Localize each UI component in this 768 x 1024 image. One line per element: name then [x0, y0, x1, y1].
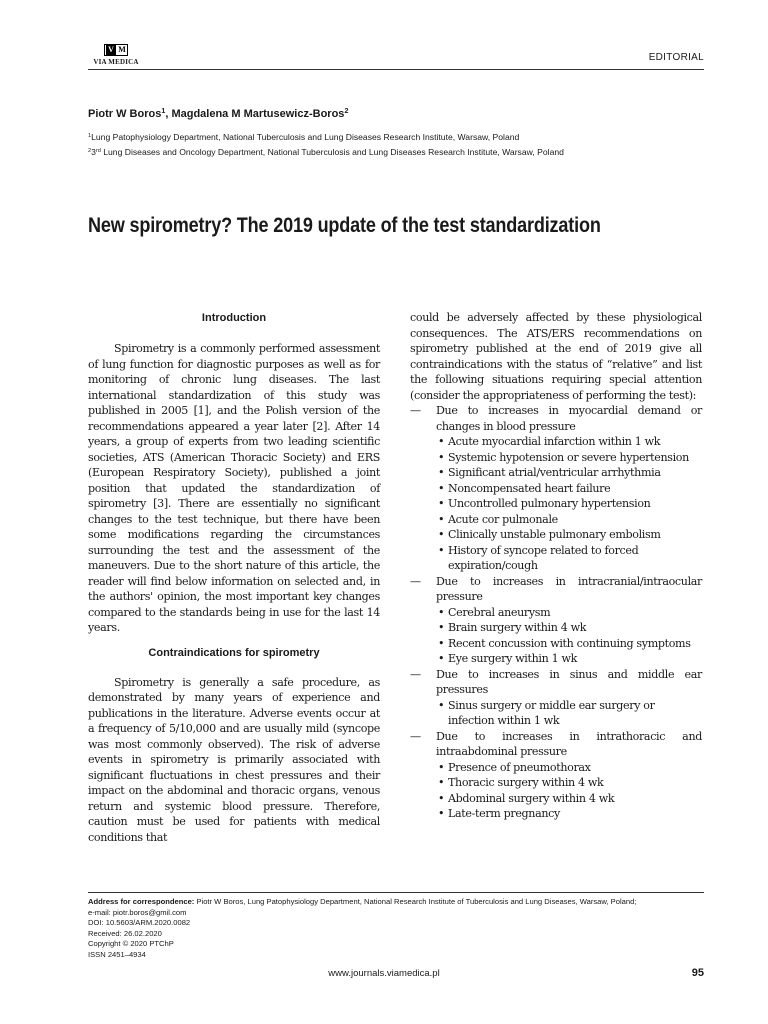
contraindication-item-text: Abdominal surgery within 4 wk [448, 791, 615, 805]
affiliation-text: Lung Patophysiology Department, National Tuberculosis and Lung Diseases Research Institute, Warsaw, Poland [91, 132, 520, 142]
contraindication-item [410, 806, 702, 822]
bullet-marker: • [438, 791, 445, 805]
author-name: Piotr W Boros [88, 108, 162, 120]
contraindication-item-text: Thoracic surgery within 4 wk [448, 776, 604, 789]
article-title: New spirometry? The 2019 update of the test standardization [88, 214, 601, 237]
bullet-marker: • [438, 497, 445, 510]
author-list [88, 108, 348, 120]
via-medica-logo [90, 44, 140, 68]
bullet-marker: • [438, 543, 445, 557]
ordinal-number: 3 [91, 147, 96, 157]
contraindication-item [410, 698, 702, 729]
bullet-marker: • [438, 698, 445, 712]
contraindication-item [410, 450, 702, 466]
affiliation-sup: 1 [88, 132, 92, 139]
contraindication-item [410, 636, 702, 652]
contraindication-item [410, 465, 702, 481]
em-dash-marker: — [410, 667, 421, 681]
correspondence-label: Address for correspondence: [88, 897, 195, 906]
affiliation-text: Lung Diseases and Oncology Department, National Tuberculosis and Lung Diseases Research Institute, Warsaw, Poland [100, 147, 564, 157]
section-heading-contraindications: Contraindications for spirometry [148, 646, 320, 659]
contraindication-items [410, 698, 702, 729]
copyright: Copyright © 2020 PTChP [88, 939, 174, 949]
contraindication-list [410, 403, 702, 822]
affiliation-line [88, 130, 564, 145]
page-number: 95 [691, 967, 704, 979]
contraindication-item-text: Cerebral aneurysm [448, 605, 551, 619]
contraindication-item [410, 651, 702, 667]
logo-mark-v: V [106, 45, 116, 55]
affiliation-line [88, 145, 564, 160]
bullet-marker: • [438, 605, 445, 619]
contraindication-group [410, 729, 702, 760]
contraindication-item-text: Brain surgery within 4 wk [448, 621, 587, 634]
contraindication-item [410, 527, 702, 543]
contraindications-paragraph: Spirometry is generally a safe procedure, as demonstrated by many years of experience and publications in the literature. Adverse events occur at a frequency of 5/10,000 and are usually mild (syncope was most commonly observed). The risk of adverse events in spirometry is primarily associated with significant fluctuations in chest pressures and their impact on the abdominal and thoracic organs, venous return and systemic blood pressure. Therefore, caution must be used for patients with medical conditions that [88, 675, 380, 844]
section-label: EDITORIAL [648, 52, 704, 63]
em-dash-marker: — [410, 404, 421, 417]
left-column [88, 310, 380, 845]
contraindication-item-text: Systemic hypotension or severe hypertension [448, 450, 689, 464]
correspondence-text: Piotr W Boros, Lung Patophysiology Department, National Research Institute of Tuberculosis and Lung Diseases, Warsaw, Poland; [194, 897, 637, 906]
contraindication-item-text: Acute myocardial infarction within 1 wk [448, 435, 661, 448]
bullet-marker: • [438, 652, 445, 665]
footer-divider [88, 892, 704, 893]
em-dash-marker: — [410, 574, 421, 588]
contraindication-item-text: Significant atrial/ventricular arrhythmia [448, 466, 661, 479]
bullet-marker: • [438, 807, 445, 820]
author-affiliation-sup: 1 [161, 107, 166, 116]
contraindication-item [410, 434, 702, 450]
correspondence-email: e-mail: piotr.boros@gmil.com [88, 907, 187, 917]
bullet-marker: • [438, 776, 445, 789]
affiliation-sup: 2 [88, 147, 92, 154]
contraindication-item-text: Clinically unstable pulmonary embolism [448, 528, 661, 541]
contraindication-item [410, 481, 702, 497]
correspondence-address [88, 897, 708, 908]
correspondence-block [88, 897, 708, 961]
contraindication-item [410, 543, 702, 574]
section-heading-introduction: Introduction [201, 312, 267, 324]
logo-mark-m: M [118, 45, 126, 54]
contraindication-items [410, 434, 702, 574]
contraindication-item-text: Uncontrolled pulmonary hypertension [448, 497, 651, 510]
contraindication-item-text: Recent concussion with continuing symptoms [448, 636, 691, 650]
issn: ISSN 2451–4934 [88, 949, 146, 959]
contraindications-paragraph-continued: could be adversely affected by these physiological consequences. The ATS/ERS recommendations on spirometry published at the end of 2019 give all contraindications with the status of “relative” and list the following situations requiring special attention (consider the appropriateness of performing the test): [410, 311, 702, 402]
bullet-marker: • [438, 760, 445, 774]
ordinal-suffix: rd [95, 147, 101, 154]
contraindication-group [410, 667, 702, 698]
contraindication-item [410, 496, 702, 512]
contraindication-item [410, 605, 702, 621]
bullet-marker: • [438, 636, 445, 650]
em-dash-marker: — [410, 729, 421, 743]
affiliation-ordinal [91, 147, 101, 157]
contraindication-item [410, 791, 702, 807]
contraindication-item-text: Noncompensated heart failure [448, 481, 611, 495]
journal-url[interactable]: www.journals.viamedica.pl [328, 968, 440, 979]
bullet-marker: • [438, 450, 445, 464]
contraindication-group-label: Due to increases in myocardial demand or changes in blood pressure [436, 404, 702, 433]
received-date: Received: 26.02.2020 [88, 928, 162, 938]
right-column [410, 310, 702, 822]
bullet-marker: • [438, 435, 445, 448]
bullet-marker: • [438, 528, 445, 541]
logo-mark [104, 44, 128, 56]
contraindication-item-text: Sinus surgery or middle ear surgery or infection within 1 wk [448, 698, 655, 727]
contraindication-item-text: Late-term pregnancy [448, 807, 560, 820]
contraindication-group-label: Due to increases in intrathoracic and intraabdominal pressure [436, 729, 702, 758]
contraindication-group-label: Due to increases in sinus and middle ear pressures [436, 667, 702, 696]
bullet-marker: • [438, 466, 445, 479]
doi: DOI: 10.5603/ARM.2020.0082 [88, 918, 191, 928]
author-separator: , [165, 108, 172, 120]
contraindication-item-text: Presence of pneumothorax [448, 760, 591, 774]
contraindication-group-label: Due to increases in intracranial/intraocular pressure [436, 574, 702, 603]
author-name: Magdalena M Martusewicz-Boros [171, 108, 345, 120]
contraindication-item [410, 775, 702, 791]
contraindication-group [410, 574, 702, 605]
contraindication-group [410, 403, 702, 434]
contraindication-item-text: Eye surgery within 1 wk [448, 652, 577, 665]
contraindication-items [410, 760, 702, 822]
contraindication-item-text: Acute cor pulmonale [448, 512, 558, 526]
contraindication-item-text: History of syncope related to forced expiration/cough [448, 543, 639, 572]
affiliations [88, 130, 564, 160]
contraindication-item [410, 620, 702, 636]
contraindication-items [410, 605, 702, 667]
bullet-marker: • [438, 481, 445, 495]
bullet-marker: • [438, 621, 445, 634]
contraindication-item [410, 760, 702, 776]
bullet-marker: • [438, 512, 445, 526]
author-affiliation-sup: 2 [344, 107, 349, 116]
contraindication-item [410, 512, 702, 528]
logo-wordmark: VIA MEDICA [93, 58, 139, 66]
header-divider [88, 69, 704, 70]
introduction-paragraph: Spirometry is a commonly performed assessment of lung function for diagnostic purposes as well as for monitoring of chronic lung diseases. The last international standardization of this study was published in 2005 [1], and the Polish version of the recommendations appeared a year later [2]. After 14 years, a group of experts from two leading scientific societies, ATS (American Thoracic Society) and ERS (European Respiratory Society), published a joint position that updated the standardization of spirometry [3]. There are essentially no significant changes to the test technique, but there have been some modifications regarding the circumstances surrounding the test and the assessment of the maneuvers. Due to the short nature of this article, the reader will find below information on selected and, in the authors' opinion, the most important key changes compared to the standards being in use for the last 14 years. [88, 342, 380, 634]
